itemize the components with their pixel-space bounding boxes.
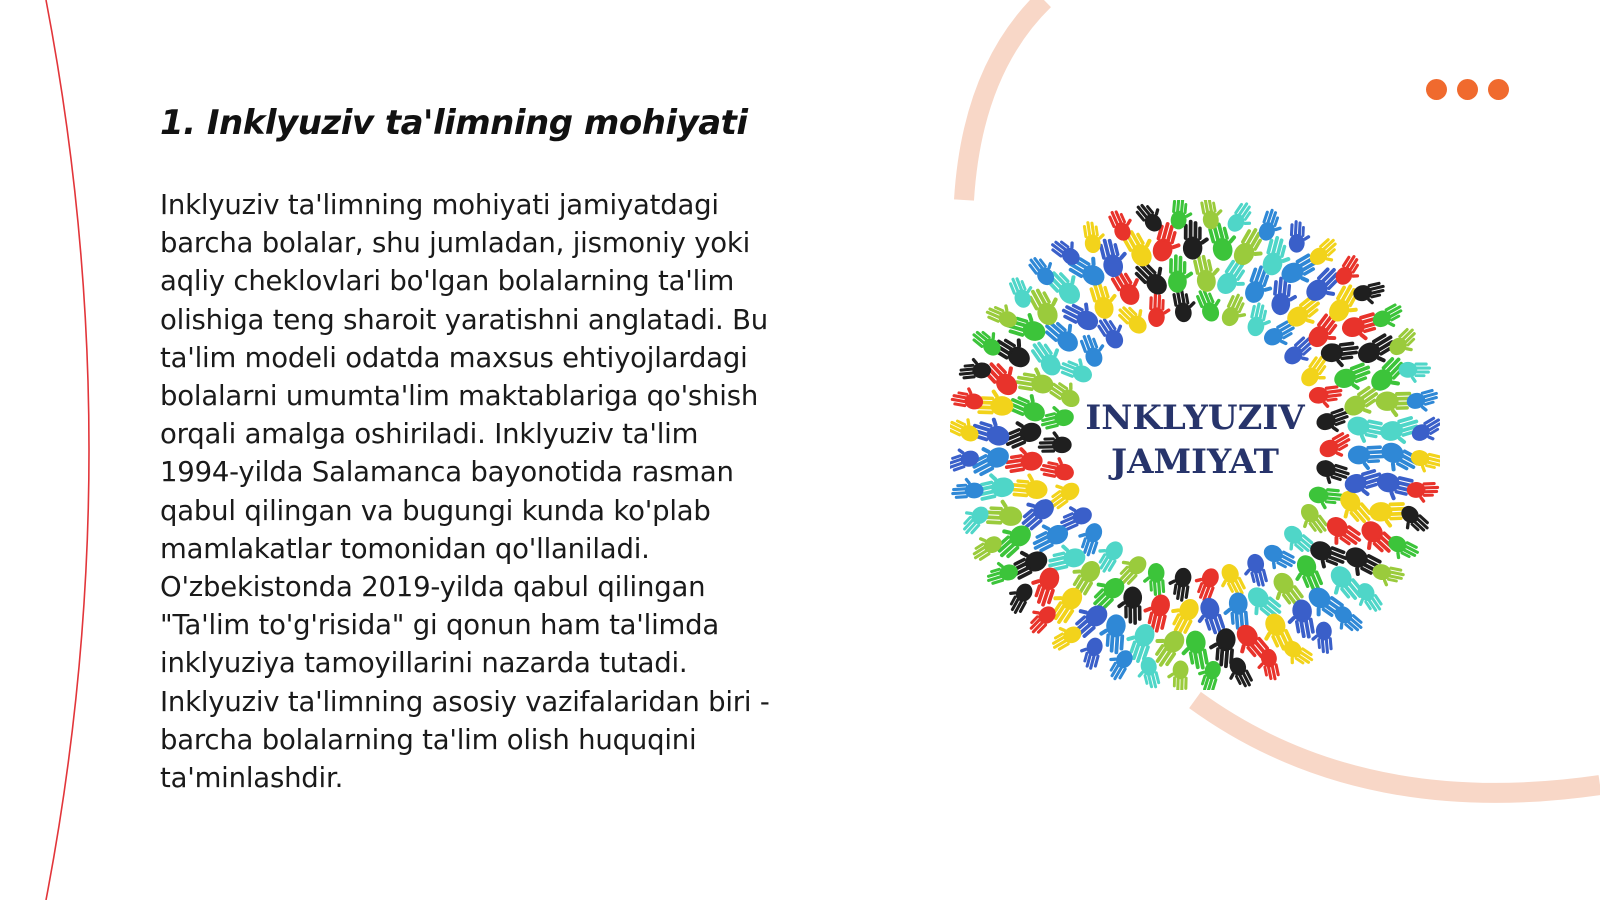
hand-icon xyxy=(1188,564,1221,604)
hand-icon xyxy=(1008,471,1049,500)
slide-title: 1. Inklyuziv ta'limning mohiyati xyxy=(160,103,748,143)
hand-icon xyxy=(950,384,985,411)
hand-icon xyxy=(1039,453,1077,482)
body-line: O'zbekistonda 2019-yilda qabul qilingan xyxy=(160,571,706,604)
hand-icon xyxy=(1148,293,1172,328)
body-line: Inklyuziv ta'limning asosiy vazifalaridan biri - xyxy=(160,685,770,718)
peach-ring-bottom-arc xyxy=(1195,700,1600,793)
hand-icon xyxy=(1399,362,1431,384)
hand-icon xyxy=(1370,301,1409,336)
dot-3 xyxy=(1488,79,1509,100)
emblem-line-1: INKLYUZIV xyxy=(1085,398,1305,438)
body-line: bolalarni umumta'lim maktablariga qo'shish xyxy=(160,380,759,413)
hand-icon xyxy=(954,499,992,538)
hand-icon xyxy=(1406,481,1439,504)
hand-icon xyxy=(1001,578,1036,617)
emblem-line-2: JAMIYAT xyxy=(1111,442,1279,482)
three-dots-icon xyxy=(1426,79,1514,101)
body-line: barcha bolalarning ta'lim olish huquqini xyxy=(160,723,697,756)
hand-icon xyxy=(1075,634,1104,671)
hand-icon xyxy=(1165,566,1192,603)
hand-icon xyxy=(1277,637,1316,673)
hand-icon xyxy=(1288,220,1311,254)
hand-icon xyxy=(1038,430,1072,453)
hand-icon xyxy=(983,557,1020,587)
inclusive-society-emblem xyxy=(950,200,1440,690)
peach-ring-top-arc xyxy=(964,0,1044,200)
hand-icon xyxy=(1168,254,1194,293)
body-line: aqliy cheklovlari bo'lgan bolalarning ta'lim xyxy=(160,265,735,298)
hand-icon xyxy=(1409,414,1440,449)
body-line: mamlakatlar tomonidan qo'llaniladi. xyxy=(160,532,650,565)
hand-icon xyxy=(1308,384,1344,411)
body-line: "Ta'lim to'g'risida" gi qonun ham ta'limda xyxy=(160,609,720,642)
body-line: orqali amalga oshiriladi. Inklyuziv ta'lim xyxy=(160,418,699,451)
hand-icon xyxy=(1082,219,1108,254)
left-red-arc xyxy=(46,0,89,900)
body-line: 1994-yilda Salamanca bayonotida rasman xyxy=(160,456,734,489)
hand-icon xyxy=(1405,387,1440,416)
dot-2 xyxy=(1457,79,1478,100)
hand-icon xyxy=(1306,235,1345,273)
body-line: ta'lim modeli odatda maxsus ehtiyojlardagi xyxy=(160,341,748,374)
hand-icon xyxy=(1166,660,1189,690)
hand-icon xyxy=(1386,325,1424,363)
body-line: ta'minlashdir. xyxy=(160,762,344,795)
slide-body-text xyxy=(160,186,850,797)
hand-icon xyxy=(1199,200,1226,231)
hand-icon xyxy=(1021,599,1059,637)
body-line: Inklyuziv ta'limning mohiyati jamiyatdagi xyxy=(160,189,719,221)
hand-icon xyxy=(957,356,991,381)
hand-icon xyxy=(950,476,984,500)
hand-icon xyxy=(1347,444,1387,471)
hand-icon xyxy=(1327,603,1366,641)
body-line: qabul qilingan va bugungi kunda ko'plab xyxy=(160,494,711,527)
body-line: olishiga teng sharoit yaratishni anglatadi. Bu xyxy=(160,303,768,336)
dot-1 xyxy=(1426,79,1447,100)
hand-icon xyxy=(1370,562,1406,590)
body-line: barcha bolalar, shu jumladan, jismoniy yoki xyxy=(160,227,751,260)
hand-icon xyxy=(1352,280,1389,309)
body-line: inklyuziya tamoyillarini nazarda tutadi. xyxy=(160,647,688,680)
